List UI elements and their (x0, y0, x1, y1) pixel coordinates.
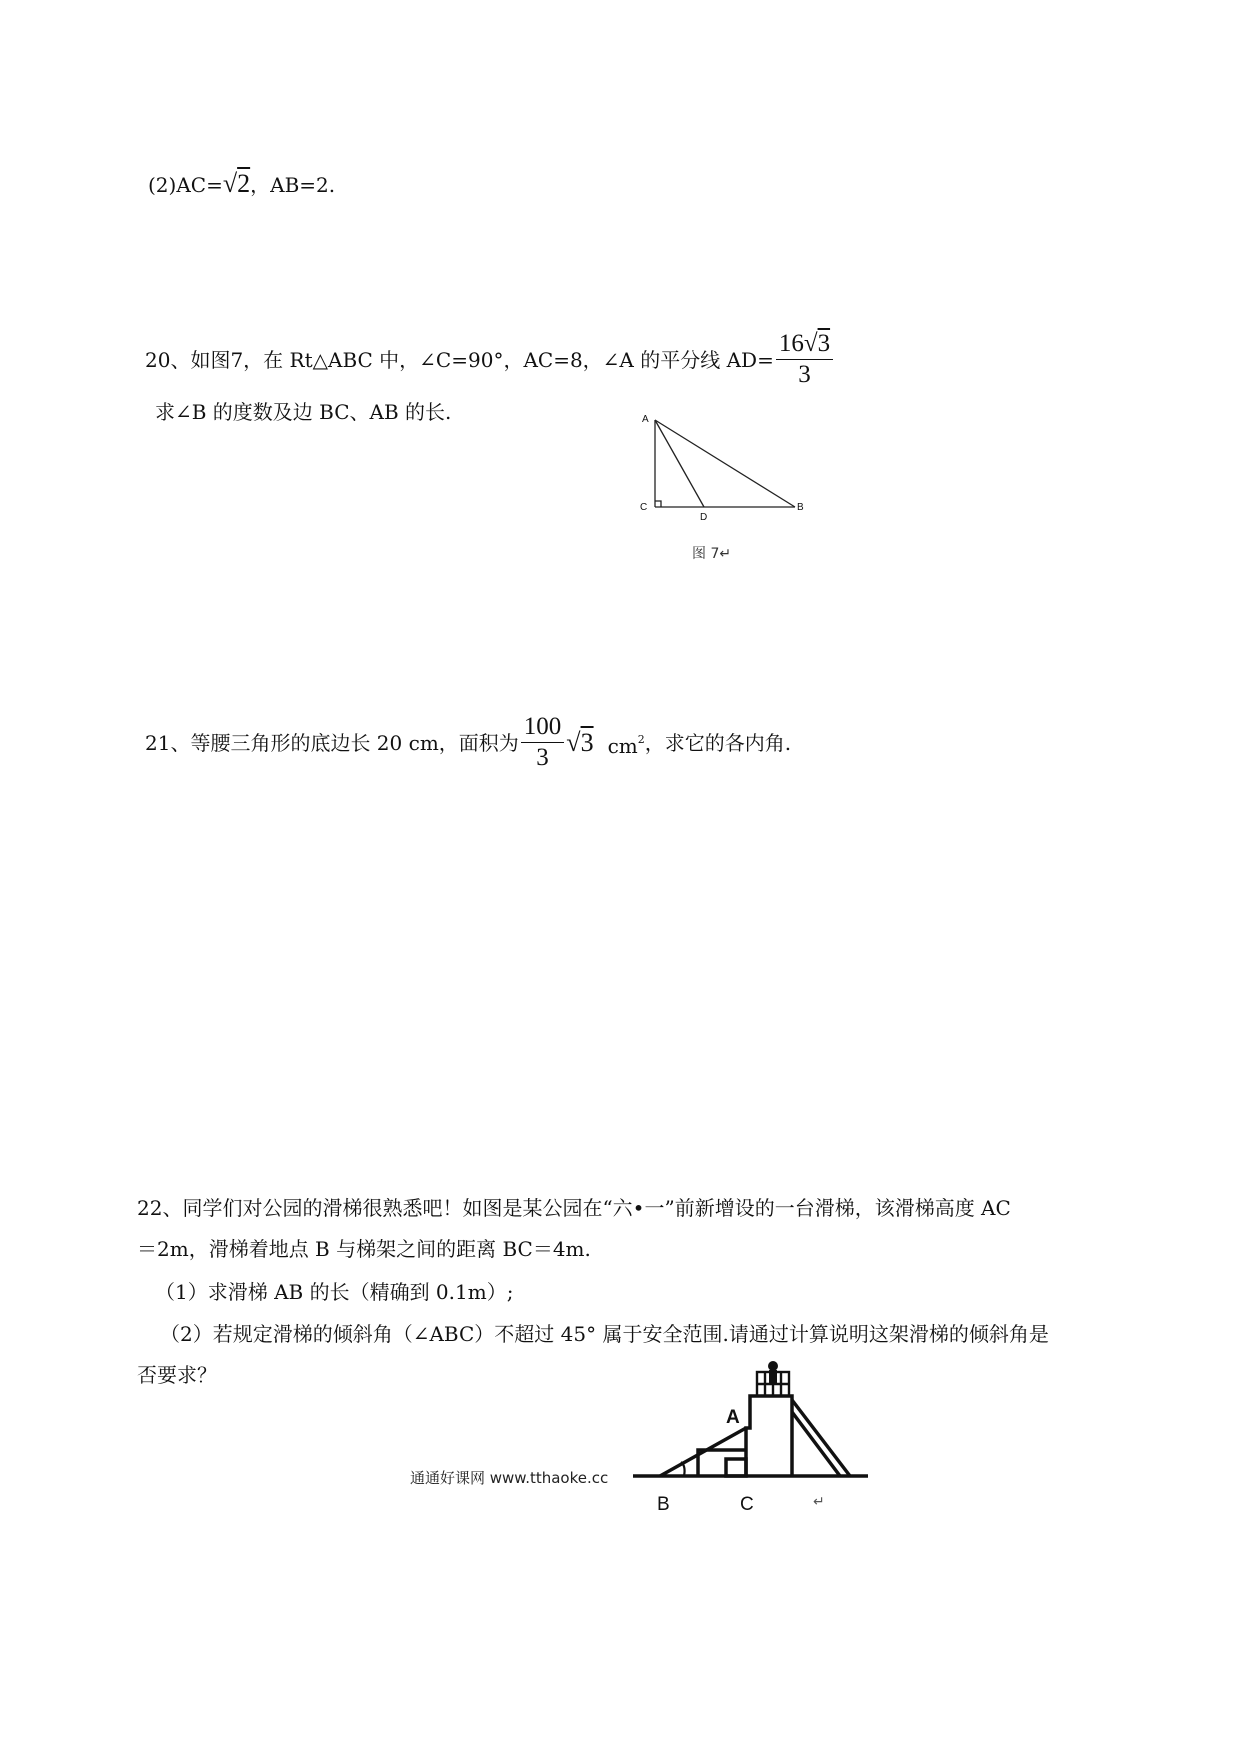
q19-suffix: ，AB=2. (250, 173, 336, 197)
q22-tower (746, 1396, 792, 1476)
q21-sqrt-value: 3 (580, 727, 594, 757)
q20-label-b: B (797, 502, 804, 513)
q19-answer-line (148, 169, 336, 198)
q22-child-head (768, 1361, 778, 1371)
q20-right-angle-mark (655, 501, 661, 507)
q22-right-angle-box (726, 1459, 746, 1476)
q21-unit (608, 728, 645, 758)
q20-label-a: A (642, 414, 649, 425)
q22-label-b: B (657, 1494, 670, 1515)
q21-fraction-denominator: 3 (536, 744, 549, 771)
q21-suffix: ，求它的各内角. (644, 730, 792, 755)
q22-right-slope (792, 1400, 850, 1476)
q20-side-ab (655, 420, 795, 507)
q22-angle-arc-b (681, 1462, 685, 1476)
q20-figure-caption: 图 7↵ (692, 546, 732, 562)
q20-label-c: C (640, 502, 648, 513)
q20-label-d: D (700, 512, 708, 523)
q19-prefix: (2)AC= (148, 173, 223, 197)
q21-sqrt: √3 (566, 727, 594, 757)
q22-line1: 22、同学们对公园的滑梯很熟悉吧！如图是某公园在“六•一”前新增设的一台滑梯，该滑梯高度 AC (137, 1196, 1011, 1220)
q20-bisector-ad (655, 420, 704, 507)
q20-num-sqrt: √3 (803, 330, 831, 357)
q22-slide-ab (660, 1428, 746, 1476)
q22-line2: ＝2m，滑梯着地点 B 与梯架之间的距离 BC＝4m. (137, 1237, 591, 1261)
q20-question-line (145, 330, 835, 389)
q19-sqrt-value: 2 (237, 169, 251, 198)
q21-question-line (145, 713, 791, 772)
q21-unit-text: cm (607, 733, 638, 758)
q20-fraction (776, 330, 833, 389)
q20-question-line2: 求∠B 的度数及边 BC、AB 的长. (155, 400, 452, 424)
q22-right-slope-inner (792, 1412, 840, 1476)
q21-fraction (521, 713, 565, 772)
q22-return-mark: ↵ (813, 1494, 825, 1510)
q22-part2-line1: （2）若规定滑梯的倾斜角（∠ABC）不超过 45° 属于安全范围.请通过计算说明这架滑梯的倾斜角是 (160, 1322, 1049, 1346)
q19-sqrt: √2 (222, 169, 251, 198)
q20-fraction-denominator: 3 (798, 361, 811, 388)
q21-fraction-numerator: 100 (521, 713, 565, 743)
q22-label-c: C (740, 1494, 754, 1515)
q22-support (698, 1450, 746, 1476)
q20-num-sqrt-value: 3 (817, 330, 831, 357)
q22-railing (757, 1372, 789, 1396)
q21-prefix: 21、等腰三角形的底边长 20 cm，面积为 (145, 730, 519, 755)
q22-part1: （1）求滑梯 AB 的长（精确到 0.1m）; (155, 1280, 514, 1304)
q20-fraction-numerator (776, 330, 833, 360)
q20-text: 20、如图7，在 Rt△ABC 中，∠C=90°，AC=8，∠A 的平分线 AD= (145, 347, 774, 372)
q21-unit-sup: 2 (637, 732, 645, 746)
q22-label-a: A (726, 1407, 740, 1428)
q20-num-coef: 16 (778, 330, 804, 357)
q22-part2-line2: 否要求？ (137, 1363, 217, 1387)
footer-watermark: 通通好课网 www.tthaoke.cc (410, 1469, 609, 1487)
